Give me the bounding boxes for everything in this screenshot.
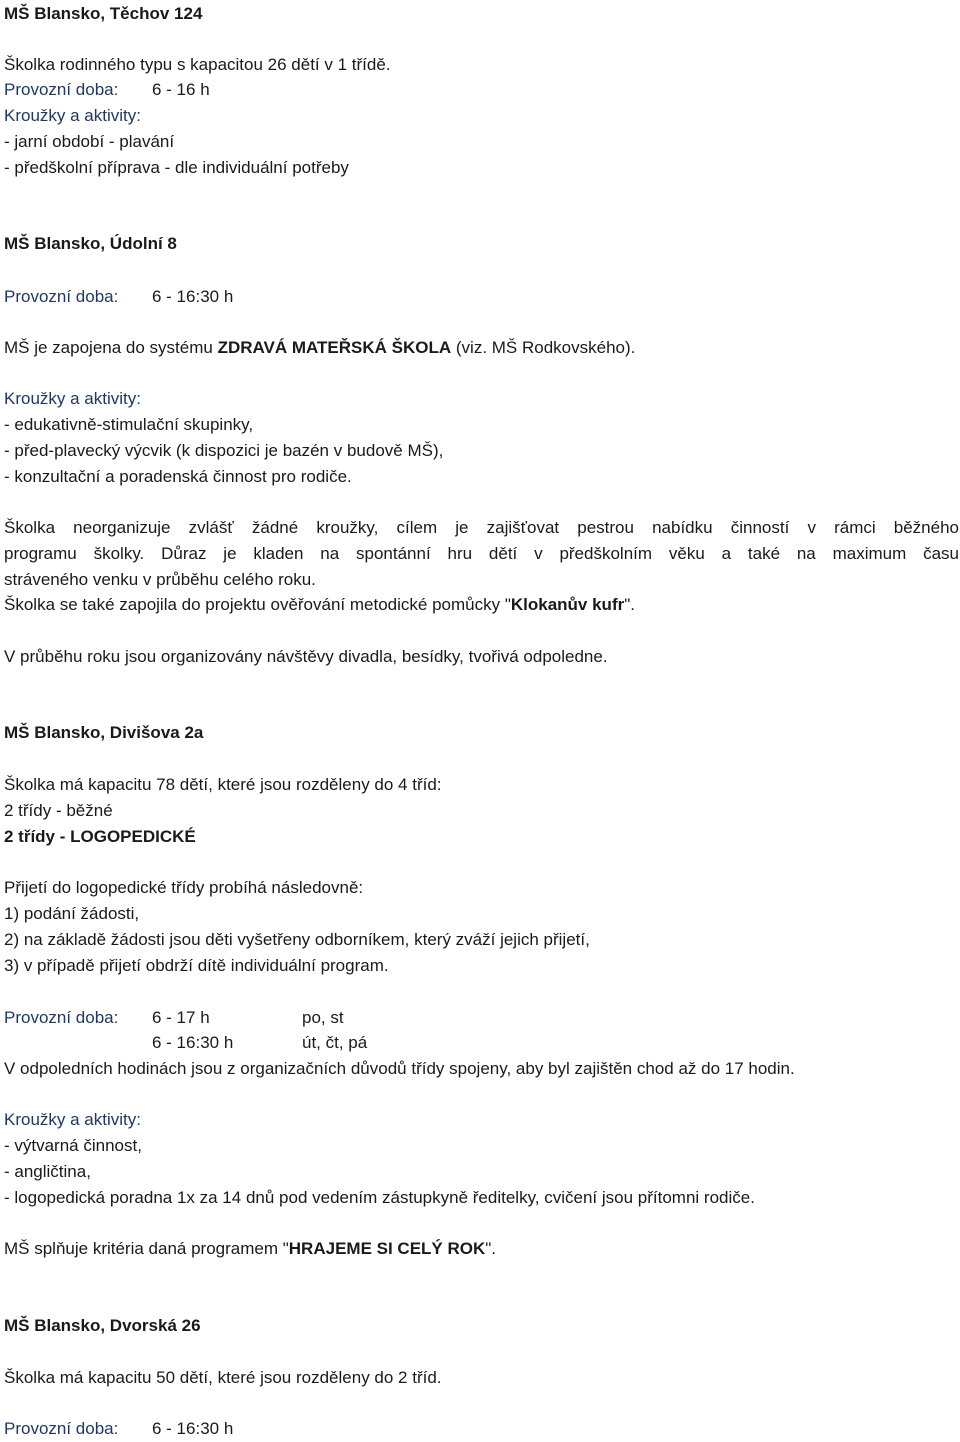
- udolni-project: Školka se také zapojila do projektu ověřování metodické pomůcky "Klokanův kufr".: [4, 595, 635, 614]
- divisova-hours-row-2: [4, 1033, 368, 1053]
- hours-value: 6 - 16 h: [152, 80, 210, 99]
- section-heading-techov: MŠ Blansko, Těchov 124: [4, 4, 203, 23]
- hours-value: 6 - 16:30 h: [152, 1419, 234, 1438]
- udolni-para-line: programu školky. Důraz je kladen na spontánní hru dětí v předškolním věku a také na maximum času: [4, 544, 959, 563]
- hours-label: Provozní doba:: [4, 80, 119, 99]
- hours-label: Provozní doba:: [4, 1008, 119, 1027]
- divisova-admission-intro: Přijetí do logopedické třídy probíhá následovně:: [4, 878, 364, 897]
- list-item: - jarní období - plavání: [4, 132, 175, 151]
- section-heading-udolni: MŠ Blansko, Údolní 8: [4, 234, 177, 253]
- divisova-program: MŠ splňuje kritéria daná programem "HRAJEME SI CELÝ ROK".: [4, 1239, 497, 1258]
- hours-days: po, st: [302, 1008, 344, 1027]
- dvorska-hours: [4, 1419, 234, 1439]
- udolni-hours: [4, 287, 234, 307]
- udolni-activities-label: Kroužky a aktivity:: [4, 389, 141, 408]
- list-item: - předškolní příprava - dle individuální potřeby: [4, 158, 349, 177]
- section-heading-dvorska: MŠ Blansko, Dvorská 26: [4, 1316, 201, 1335]
- list-item: - výtvarná činnost,: [4, 1136, 142, 1155]
- divisova-activities-label: Kroužky a aktivity:: [4, 1110, 141, 1129]
- hours-value: 6 - 17 h: [152, 1008, 210, 1027]
- udolni-system: MŠ je zapojena do systému ZDRAVÁ MATEŘSKÁ ŠKOLA (viz. MŠ Rodkovského).: [4, 338, 636, 357]
- list-item: 3) v případě přijetí obdrží dítě individuální program.: [4, 956, 389, 975]
- divisova-class-speech: 2 třídy - LOGOPEDICKÉ: [4, 827, 196, 846]
- list-item: - před-plavecký výcvik (k dispozici je bazén v budově MŠ),: [4, 441, 444, 460]
- list-item: - edukativně-stimulační skupinky,: [4, 415, 254, 434]
- techov-activities-label: Kroužky a aktivity:: [4, 106, 141, 125]
- dvorska-capacity: Školka má kapacitu 50 dětí, které jsou rozděleny do 2 tříd.: [4, 1368, 442, 1387]
- section-heading-divisova: MŠ Blansko, Divišova 2a: [4, 723, 204, 742]
- list-item: 2) na základě žádosti jsou děti vyšetřeny odborníkem, který zváží jejich přijetí,: [4, 930, 590, 949]
- hours-days: út, čt, pá: [302, 1033, 368, 1052]
- divisova-class-regular: 2 třídy - běžné: [4, 801, 113, 820]
- hours-label: Provozní doba:: [4, 1419, 119, 1438]
- divisova-afternoon: V odpoledních hodinách jsou z organizačních důvodů třídy spojeny, aby byl zajištěn chod až do 17 hodin.: [4, 1059, 795, 1078]
- list-item: - angličtina,: [4, 1162, 91, 1181]
- techov-hours: [4, 80, 210, 100]
- udolni-para-line: Školka neorganizuje zvlášť žádné kroužky, cílem je zajišťovat pestrou nabídku činností v rámci běžného: [4, 518, 959, 537]
- hours-label: Provozní doba:: [4, 287, 119, 306]
- divisova-capacity: Školka má kapacitu 78 dětí, které jsou rozděleny do 4 tříd:: [4, 775, 442, 794]
- techov-intro: Školka rodinného typu s kapacitou 26 dětí v 1 třídě.: [4, 55, 391, 74]
- hours-value: 6 - 16:30 h: [152, 1033, 234, 1052]
- list-item: - konzultační a poradenská činnost pro rodiče.: [4, 467, 352, 486]
- udolni-para-line: stráveného venku v průběhu celého roku.: [4, 570, 316, 589]
- list-item: - logopedická poradna 1x za 14 dnů pod vedením zástupkyně ředitelky, cvičení jsou přítomni rodiče.: [4, 1188, 755, 1207]
- divisova-hours-row-1: [4, 1008, 344, 1028]
- hours-value: 6 - 16:30 h: [152, 287, 234, 306]
- udolni-visits: V průběhu roku jsou organizovány návštěvy divadla, besídky, tvořivá odpoledne.: [4, 647, 608, 666]
- list-item: 1) podání žádosti,: [4, 904, 140, 923]
